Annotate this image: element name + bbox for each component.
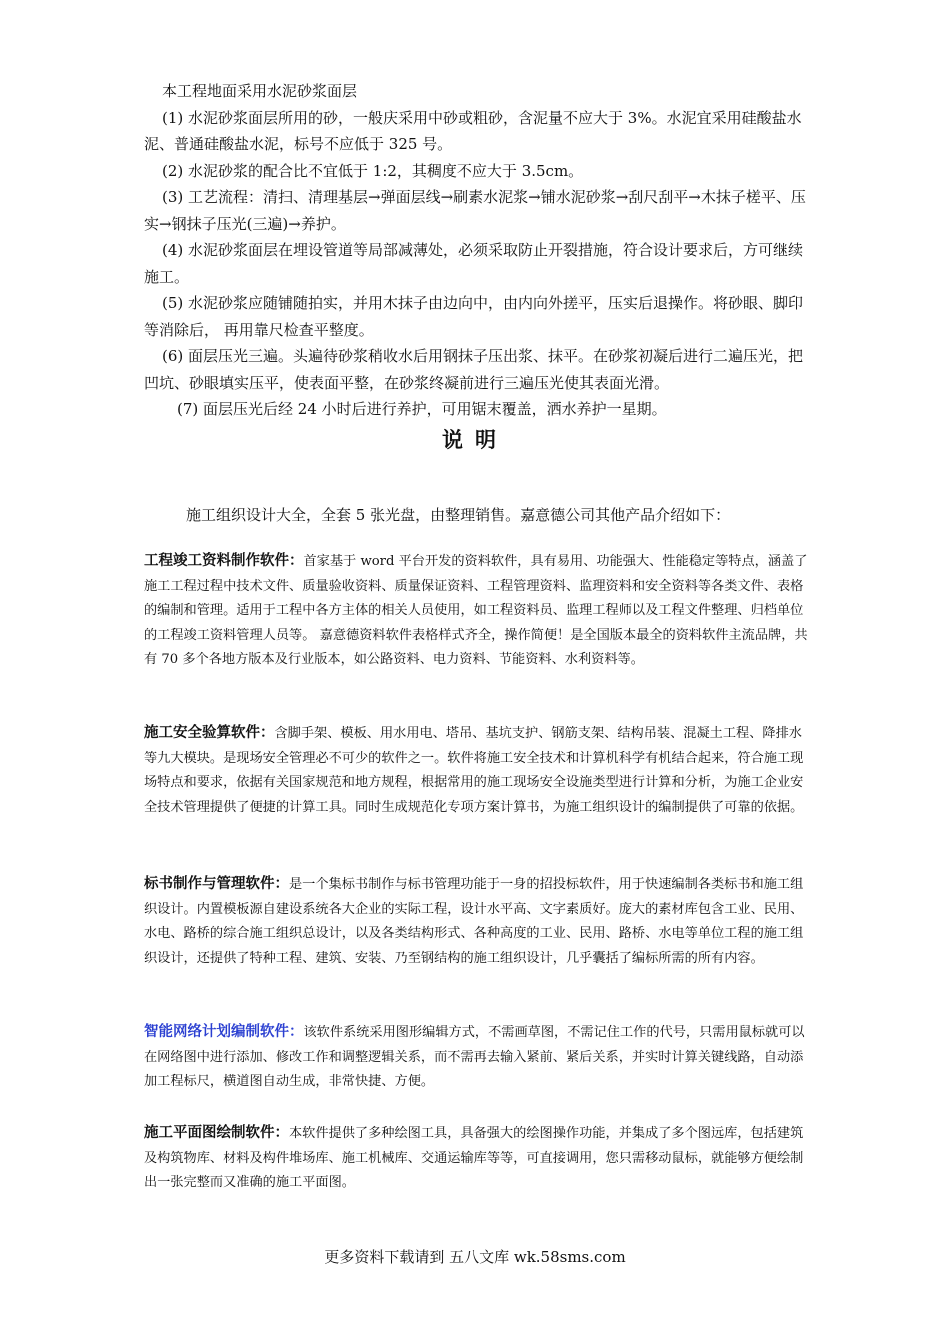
- product-heading-5: 施工平面图绘制软件：: [144, 1125, 289, 1141]
- product-heading-3: 标书制作与管理软件：: [144, 876, 289, 892]
- intro-paragraph: 施工组织设计大全，全套 5 张光盘，由整理销售。嘉意德公司其他产品介绍如下：: [186, 506, 731, 524]
- note-item-2: (2) 水泥砂浆的配合比不宜低于 1:2，其稠度不应大于 3.5cm。: [162, 161, 584, 180]
- note-item-6: (6) 面层压光三遍。头遍待砂浆稍收水后用钢抹子压出浆、抹平。在砂浆初凝后进行二遍压光，把凹坑、砂眼填实压平，使表面平整，在砂浆终凝前进行三遍压光使其表面光滑。: [144, 347, 804, 392]
- construction-notes: [144, 78, 810, 423]
- product-heading-1: 工程竣工资料制作软件：: [144, 553, 304, 569]
- product-section-4: [144, 1020, 810, 1095]
- product-body-3: 是一个集标书制作与标书管理功能于一身的招投标软件，用于快速编制各类标书和施工组织设计。内置模板源自建设系统各大企业的实际工程，设计水平高、文字素质好。庞大的素材库包含工业、民用、水电、路桥的综合施工组织总设计，以及各类结构形式、各种高度的工业、民用、路桥、水电等单位工程的施工组织设计，还提供了特种工程、建筑、安装、乃至钢结构的施工组织设计，几乎囊括了编标所需的所有内容。: [144, 877, 804, 966]
- footer-download-note: 更多资料下载请到 五八文库 wk.58sms.com: [324, 1248, 626, 1266]
- product-body-5: 本软件提供了多种绘图工具，具备强大的绘图操作功能，并集成了多个图远库，包括建筑及构筑物库、材料及构件堆场库、施工机械库、交通运输库等等，可直接调用，您只需移动鼠标，就能够方便绘制出一张完整而又准确的施工平面图。: [144, 1126, 804, 1190]
- note-item-4: (4) 水泥砂浆面层在埋设管道等局部减薄处，必须采取防止开裂措施，符合设计要求后，方可继续施工。: [144, 241, 804, 286]
- note-item-3: (3) 工艺流程：清扫、清理基层→弹面层线→刷素水泥浆→铺水泥砂浆→刮尺刮平→木抹子槎平、压实→钢抹子压光(三遍)→养护。: [144, 188, 806, 233]
- note-item-7: (7) 面层压光后经 24 小时后进行养护，可用锯末覆盖，洒水养护一星期。: [177, 400, 667, 418]
- product-heading-4: 智能网络计划编制软件：: [144, 1024, 304, 1040]
- product-section-1: [144, 549, 810, 673]
- product-section-2: [144, 721, 810, 820]
- note-item-5: (5) 水泥砂浆应随铺随拍实，并用木抹子由边向中，由内向外搓平，压实后退操作。将砂眼、脚印等消除后， 再用靠尺检查平整度。: [144, 294, 804, 339]
- product-section-3: [144, 872, 810, 971]
- product-heading-2: 施工安全验算软件：: [144, 725, 275, 741]
- section-title: 说明: [442, 428, 508, 452]
- product-body-2: 含脚手架、模板、用水用电、塔吊、基坑支护、钢筋支架、结构吊装、混凝土工程、降排水等九大模块。是现场安全管理必不可少的软件之一。软件将施工安全技术和计算机科学有机结合起来，符合施工现场特点和要求，依据有关国家规范和地方规程，根据常用的施工现场安全设施类型进行计算和分析，为施工企业安全技术管理提供了便捷的计算工具。同时生成规范化专项方案计算书，为施工组织设计的编制提供了可靠的依据。: [144, 726, 804, 815]
- product-body-4: 该软件系统采用图形编辑方式，不需画草图，不需记住工作的代号，只需用鼠标就可以在网络图中进行添加、修改工作和调整逻辑关系，而不需再去输入紧前、紧后关系，并实时计算关键线路，自动添加工程标尺，横道图自动生成，非常快捷、方便。: [144, 1025, 805, 1089]
- note-item-1: (1) 水泥砂浆面层所用的砂，一般庆采用中砂或粗砂，含泥量不应大于 3%。水泥宜采用硅酸盐水泥、普通硅酸盐水泥，标号不应低于 325 号。: [144, 108, 802, 153]
- product-section-5: [144, 1121, 810, 1196]
- product-body-1: 首家基于 word 平台开发的资料软件，具有易用、功能强大、性能稳定等特点，涵盖了施工工程过程中技术文件、质量验收资料、质量保证资料、工程管理资料、监理资料和安全资料等各类文件、表格的编制和管理。适用于工程中各方主体的相关人员使用，如工程资料员、监理工程师以及工程文件整理、归档单位的工程竣工资料管理人员等。 嘉意德资料软件表格样式齐全，操作简便！是全国版本最全的资料软件主流品牌，共有 70 多个各地方版本及行业版本，如公路资料、电力资料、节能资料、水利资料等。: [144, 554, 808, 667]
- notes-intro: 本工程地面采用水泥砂浆面层: [162, 82, 358, 100]
